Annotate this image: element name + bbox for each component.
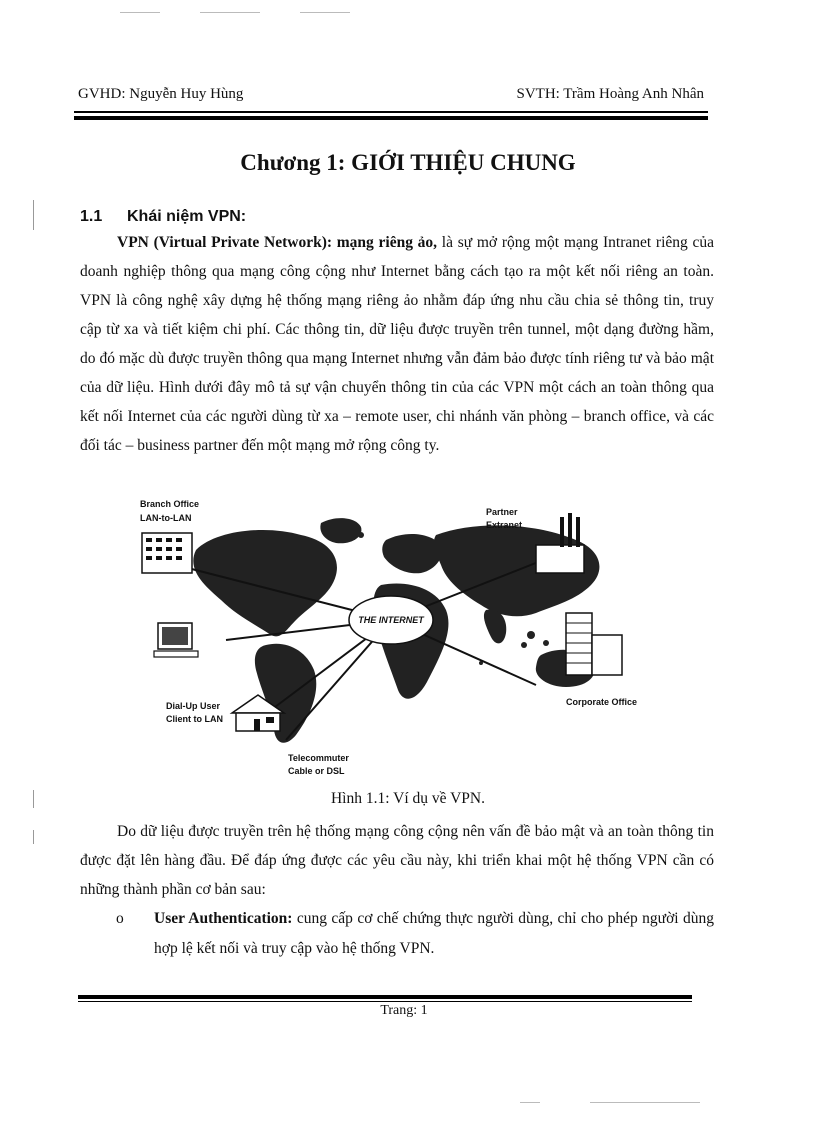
scan-mark: [120, 12, 160, 13]
vpn-network-figure: [136, 495, 656, 785]
header-rule: [74, 111, 708, 113]
page-number-label: Trang:: [380, 1003, 418, 1018]
footer-rule: [78, 1001, 692, 1002]
bullet-term: User Authentication:: [154, 910, 293, 927]
figure-caption: Hình 1.1: Ví dụ về VPN.: [330, 790, 485, 807]
paragraph-vpn-definition: [80, 228, 714, 460]
paragraph-bold-lead: VPN (Virtual Private Network): mạng riêng ảo,: [117, 234, 438, 251]
page-header: [78, 86, 704, 108]
header-rule-thick: [74, 116, 708, 120]
bullet-description: cung cấp cơ chế chứng thực người dùng, chỉ cho phép người dùng hợp lệ kết nối và truy cập vào hệ thống VPN.: [154, 910, 714, 957]
branch-office-sublabel: LAN-to-LAN: [140, 513, 192, 523]
telecommuter-sublabel: Cable or DSL: [288, 766, 345, 776]
header-student: SVTH: Trầm Hoàng Anh Nhân: [516, 86, 704, 102]
bullet-mark: o: [116, 910, 124, 927]
corporate-office-icon: [566, 613, 622, 675]
bullet-text: [154, 904, 714, 964]
internet-label: THE INTERNET: [358, 615, 424, 625]
branch-office-icon: [142, 533, 192, 573]
scan-mark: [33, 200, 34, 230]
partner-label: Partner: [486, 507, 518, 517]
corporate-office-label: Corporate Office: [566, 697, 638, 707]
branch-office-label: Branch Office: [140, 499, 200, 509]
scan-mark: [300, 12, 350, 13]
partner-sublabel: Extranet: [486, 520, 523, 530]
paragraph-security: Do dữ liệu được truyền trên hệ thống mạng công cộng nên vấn đề bảo mật và an toàn thông tin được đặt lên hàng đầu. Để đáp ứng được các yêu cầu này, khi triển khai một hệ thống VPN cần có những thành phần cơ bản sau:: [80, 823, 714, 898]
section-title: Khái niệm VPN:: [127, 208, 247, 225]
section-number: 1.1: [80, 208, 103, 225]
page-footer: [0, 1003, 816, 1019]
scan-mark: [200, 12, 260, 13]
dialup-label: Dial-Up User: [166, 701, 221, 711]
page-number: 1: [420, 1003, 428, 1018]
paragraph-body: là sự mở rộng một mạng Intranet riêng của doanh nghiệp thông qua mạng công cộng như Internet bằng cách tạo ra một kết nối riêng an toàn. VPN là công nghệ xây dựng hệ thống mạng riêng ảo nhằm đáp ứng nhu cầu chia sẻ thông tin, truy cập từ xa và tiết kiệm chi phí. Các thông tin, dữ liệu được truyền trên tunnel, một dạng đường hầm, do đó mặc dù được truyền thông qua mạng Internet nhưng vẫn đảm bảo được tính riêng tư và bảo mật của dữ liệu. Hình dưới đây mô tả sự vận chuyển thông tin của các VPN một cách an toàn thông qua kết nối Internet của các người dùng từ xa – remote user, chi nhánh văn phòng – branch office, và các đối tác – business partner đến một mạng mở rộng công ty.: [80, 234, 714, 454]
scan-mark: [520, 1102, 540, 1103]
footer-rule-thick: [78, 995, 692, 999]
dialup-computer-icon: [154, 623, 198, 657]
scan-mark: [33, 830, 34, 844]
scan-mark: [590, 1102, 700, 1103]
telecommuter-label: Telecommuter: [288, 753, 349, 763]
header-advisor: GVHD: Nguyễn Huy Hùng: [78, 86, 244, 102]
section-heading: [80, 208, 246, 226]
dialup-sublabel: Client to LAN: [166, 714, 223, 724]
internet-cloud: [349, 596, 433, 644]
chapter-title: Chương 1: GIỚI THIỆU CHUNG: [240, 150, 576, 175]
